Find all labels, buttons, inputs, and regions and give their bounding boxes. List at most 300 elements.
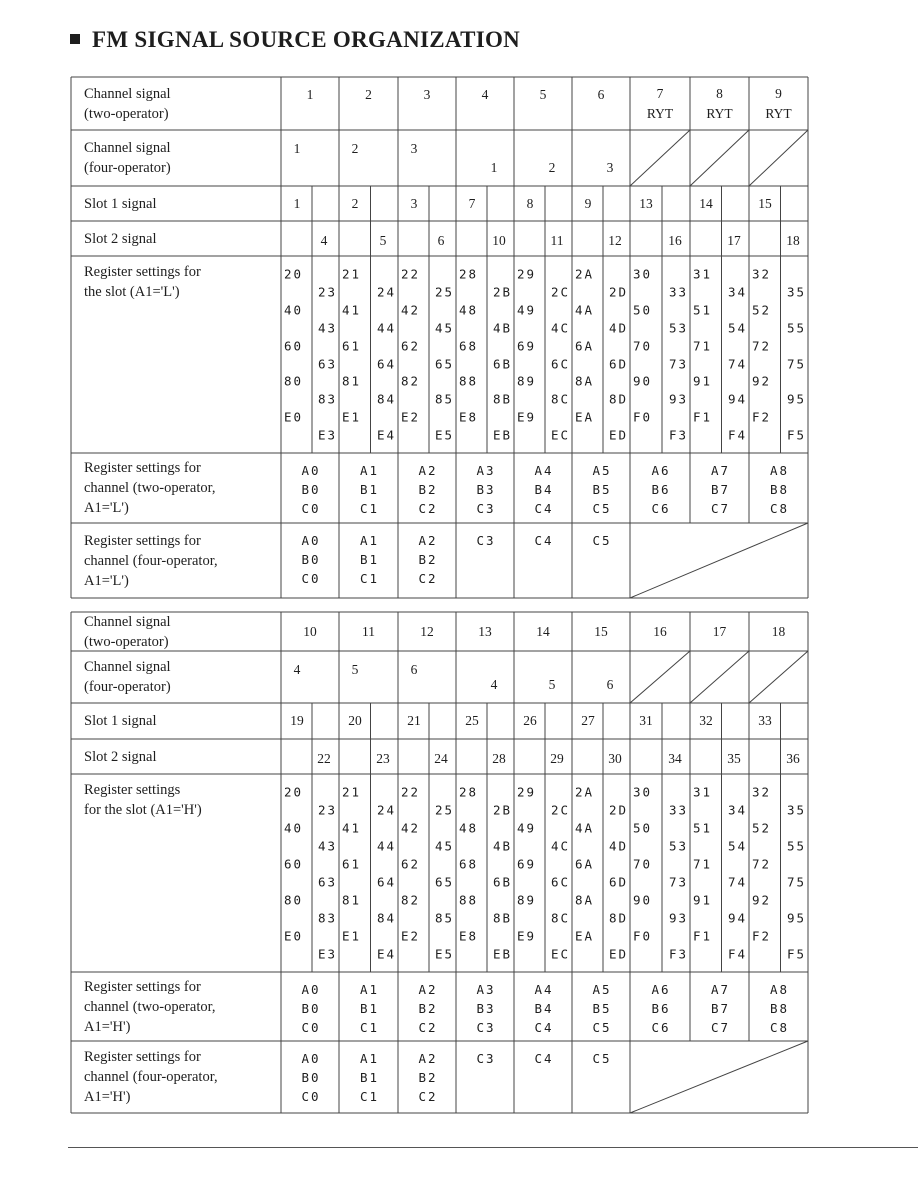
page-title-text: FM SIGNAL SOURCE ORGANIZATION — [92, 27, 521, 52]
table-2-slot-register: E2 — [401, 928, 421, 944]
table-2-slot-register: 4A — [575, 820, 595, 836]
table-2-diagonal — [630, 651, 690, 703]
table-2-channel-register-two — [301, 980, 320, 1037]
channel-register-value: C6 — [651, 501, 671, 516]
table-2-slot-register: 94 — [727, 910, 747, 926]
table-2-slot-register: 44 — [376, 838, 396, 854]
channel-register-value: A2 — [418, 982, 438, 997]
table-1-slot1-1: 1 — [293, 195, 301, 211]
table-1-slot-register: 48 — [459, 302, 479, 318]
table-2-slot-register: F2 — [752, 928, 772, 944]
table-2-channel-register-two — [418, 980, 437, 1037]
table-1-slot-register: E9 — [517, 409, 537, 425]
table-1-diagonal-large — [630, 523, 808, 598]
table-2-slot2-34: 34 — [668, 750, 682, 766]
table-2-slot-register: 8D — [608, 910, 628, 926]
table-2-slot-register: 61 — [342, 856, 362, 872]
table-1-slot-register: 70 — [633, 338, 653, 354]
table-1-slot-register: E0 — [284, 409, 304, 425]
table-1-slot-register: 21 — [342, 266, 362, 282]
table-1-channel-two-5: 5 — [539, 86, 547, 102]
channel-register-value: A2 — [418, 533, 438, 548]
table-1-slot-register: 20 — [284, 266, 304, 282]
table-2-slot-register: 54 — [727, 838, 747, 854]
channel-register-value: C1 — [359, 1089, 380, 1104]
table-1-slot1-7: 7 — [468, 195, 476, 211]
table-2-slot1-26: 26 — [523, 713, 537, 728]
table-2-channel-two-10: 10 — [303, 623, 317, 639]
channel-register-value: B2 — [418, 482, 438, 497]
table-2-slot-register: 2B — [492, 802, 512, 818]
channel-register-value: C8 — [769, 501, 790, 516]
table-2-slot1-31: 31 — [639, 713, 653, 728]
table-1-label-channel-two — [84, 84, 171, 124]
table-2-slot-register: 23 — [317, 802, 337, 818]
table-1-slot-register: 6D — [608, 356, 628, 371]
channel-register-value: B2 — [418, 1070, 438, 1085]
table-1-slot-register: 29 — [517, 266, 537, 282]
channel-register-value: C0 — [301, 1020, 321, 1035]
table-1-channel-four-3: 3 — [410, 141, 418, 156]
channel-register-value: C0 — [301, 501, 321, 516]
table-1-channel-four-1: 1 — [293, 141, 301, 156]
table-2-slot-register: F5 — [786, 946, 806, 962]
channel-register-value: C0 — [301, 571, 321, 586]
table-2-channel-register-four — [418, 1049, 437, 1106]
row-label-line: (four-operator) — [84, 160, 171, 176]
table-2-channel-four-4: 4 — [293, 662, 301, 677]
table-2-slot-register: 48 — [459, 820, 479, 836]
table-2-channel-four-6: 6 — [410, 662, 418, 677]
table-2-channel-two-14: 14 — [536, 623, 550, 639]
table-2-slot-register: 8B — [492, 910, 512, 926]
channel-register-value: A1 — [359, 533, 380, 548]
table-2-slot-register: 35 — [786, 802, 806, 818]
table-1-slot-register: 52 — [752, 302, 772, 318]
table-2-slot-register: F0 — [633, 928, 653, 944]
table-2-slot-register: 29 — [517, 784, 537, 800]
table-2-slot-register: 84 — [376, 910, 396, 926]
row-label-line: channel (four-operator, — [84, 552, 218, 569]
table-2-slot1-19: 19 — [290, 713, 304, 728]
table-1-slot-register: 75 — [786, 356, 806, 371]
table-1-slot-register: 91 — [693, 373, 713, 389]
channel-register-value: C6 — [651, 1020, 671, 1035]
row-label-line: (two-operator) — [84, 105, 169, 122]
table-1-channel-two-1: 1 — [306, 86, 314, 102]
channel-register-value: C0 — [301, 1089, 321, 1104]
table-1-slot-register: 82 — [401, 373, 421, 389]
table-2-channel-register-two — [770, 980, 789, 1037]
channel-register-value: A4 — [534, 982, 554, 997]
channel-register-value: B2 — [418, 552, 438, 567]
table-2-slot-register: 41 — [342, 820, 362, 836]
table-1-slot-register: 4C — [550, 320, 570, 336]
table-2-channel-register-four — [476, 1049, 495, 1068]
table-2-channel-two-16: 16 — [653, 623, 667, 639]
table-1-slot2-4: 4 — [320, 232, 328, 248]
table-1-slot-register: 2D — [608, 284, 628, 300]
row-label-line: A1='H') — [84, 1018, 131, 1035]
table-2-slot-register: 42 — [401, 820, 421, 836]
table-2-slot2-28: 28 — [492, 750, 506, 766]
table-1-channel-register-two — [360, 461, 379, 518]
table-2-slot-register: E0 — [284, 928, 304, 944]
table-2-slot2-24: 24 — [434, 750, 448, 766]
table-1-slot-register: 94 — [727, 391, 747, 407]
table-1-slot1-13: 13 — [639, 195, 653, 211]
table-2-slot1-20: 20 — [348, 713, 362, 728]
table-2-slot-register: 91 — [693, 892, 713, 908]
row-label-line: A1='L') — [84, 500, 129, 516]
channel-register-value: B1 — [359, 1001, 380, 1016]
row-label-line: Register settings for — [84, 978, 201, 995]
table-2-label-channel-two — [84, 612, 171, 652]
table-1-channel-register-two — [476, 461, 495, 518]
channel-register-value: C4 — [534, 533, 554, 548]
table-1-slot2-5: 5 — [379, 232, 387, 248]
table-2-slot-register: 95 — [786, 910, 806, 926]
table-1-slot-register: 71 — [693, 338, 713, 354]
table-1-channel-four-2: 2 — [548, 160, 556, 175]
table-2-slot-register: E4 — [376, 946, 396, 962]
channel-register-value: A7 — [710, 982, 731, 997]
channel-register-value: C8 — [769, 1020, 790, 1035]
table-2-channel-four-4: 4 — [490, 677, 498, 692]
channel-register-value: A8 — [769, 463, 790, 478]
table-2-slot-register: 2D — [608, 802, 628, 818]
table-1-channel-two-2: 2 — [365, 86, 372, 102]
table-1-slot1-9: 9 — [584, 195, 592, 211]
table-1-slot-register: 25 — [434, 284, 454, 300]
channel-register-value: B6 — [651, 1001, 671, 1016]
table-1-label-slot1 — [84, 194, 157, 214]
channel-register-value: B2 — [418, 1001, 438, 1016]
table-2-slot-register: 83 — [317, 910, 337, 926]
table-1-channel-register-two — [592, 461, 611, 518]
table-2-slot-register: 65 — [434, 874, 454, 890]
row-label-line: Slot 1 signal — [84, 195, 157, 212]
table-2-slot-register: 73 — [668, 874, 688, 890]
table-2-slot-register: 88 — [459, 892, 479, 908]
table-1-slot1-3: 3 — [410, 195, 418, 211]
table-1-slot-register: 6B — [492, 356, 512, 371]
row-label-line: Register settings for — [84, 460, 201, 476]
table-2-label-slot2 — [84, 747, 157, 767]
channel-register-value: C5 — [592, 533, 612, 548]
table-2-slot-register: E9 — [517, 928, 537, 944]
table-2-slot-register: 28 — [459, 784, 479, 800]
channel-register-value: C2 — [418, 571, 438, 586]
table-1-slot-register: ED — [608, 427, 628, 443]
table-1-slot-register: 24 — [376, 284, 396, 300]
channel-register-value: A0 — [301, 982, 321, 997]
table-2-channel-two-18: 18 — [771, 623, 786, 639]
table-1-channel-register-two — [534, 461, 553, 518]
table-1-slot-register: 54 — [727, 320, 747, 336]
table-2-slot1-32: 32 — [699, 713, 713, 728]
table-1-diagonal — [690, 130, 749, 186]
table-1-slot-register: 69 — [517, 338, 537, 354]
row-label-line: (four-operator) — [84, 679, 171, 695]
table-2-slot-register: 4B — [492, 838, 512, 854]
table-1-slot-register: 73 — [668, 356, 688, 371]
row-label-line: Slot 2 signal — [84, 230, 157, 247]
table-2-channel-four-6: 6 — [606, 677, 614, 692]
channel-register-value: A1 — [359, 982, 380, 997]
table-1-channel-register-two — [418, 461, 437, 518]
table-1-slot-register: 41 — [342, 302, 362, 318]
table-1-slot1-8: 8 — [526, 195, 534, 211]
table-2-slot-register: 75 — [786, 874, 806, 890]
table-2-slot-register: 25 — [434, 802, 454, 818]
table-2-slot-register: 2A — [575, 784, 595, 800]
table-1-slot-register: 4A — [575, 302, 595, 318]
channel-register-value: A5 — [592, 982, 612, 997]
table-1-channel-two-6: 6 — [597, 86, 605, 102]
table-1-slot1-15: 15 — [758, 195, 772, 211]
row-label-line: Channel signal — [84, 140, 171, 156]
table-2-slot-register: E1 — [342, 928, 362, 944]
table-1-channel-register-four — [418, 531, 437, 588]
channel-register-value: A1 — [359, 1051, 380, 1066]
row-label-line: the slot (A1='L') — [84, 284, 180, 300]
channel-register-value: C3 — [476, 1020, 496, 1035]
table-2-slot-register: 62 — [401, 856, 421, 872]
channel-register-value: C5 — [592, 1020, 612, 1035]
table-2-slot-register: F4 — [727, 946, 747, 962]
table-1-slot-register: 49 — [517, 302, 537, 318]
table-1-slot-register: 89 — [517, 373, 537, 389]
channel-register-value: A8 — [769, 982, 790, 997]
table-2-slot-register: 52 — [752, 820, 772, 836]
channel-register-value: A7 — [710, 463, 731, 478]
table-2-slot2-23: 23 — [376, 750, 390, 766]
table-2-slot-register: 51 — [693, 820, 713, 836]
table-1-slot2-6: 6 — [437, 232, 445, 248]
channel-register-value: A6 — [651, 463, 671, 478]
table-1-channel-rhythm-label: RYT — [765, 106, 792, 121]
table-2-slot2-22: 22 — [317, 750, 331, 766]
table-2-channel-register-two — [534, 980, 553, 1037]
channel-register-value: C1 — [359, 571, 380, 586]
row-label-line: (two-operator) — [84, 633, 169, 650]
table-2-diagonal-large — [630, 1041, 808, 1113]
table-2-diagonal — [690, 651, 749, 703]
table-1-slot-register: 2C — [550, 284, 570, 300]
table-1-channel-register-two — [711, 461, 730, 518]
table-2-slot1-33: 33 — [758, 713, 772, 728]
table-1-slot-register: 35 — [786, 284, 806, 300]
table-2-channel-two-13: 13 — [478, 623, 492, 639]
table-1-slot-register: F4 — [727, 427, 747, 443]
table-2-slot-register: 33 — [668, 802, 688, 818]
table-1-channel-four-3: 3 — [606, 160, 614, 175]
table-1-slot-register: 83 — [317, 391, 337, 407]
table-1-slot-register: 84 — [376, 391, 396, 407]
channel-register-value: C3 — [476, 501, 496, 516]
table-2-slot-register: 6A — [575, 856, 595, 872]
table-2-channel-two-11: 11 — [362, 623, 375, 639]
table-2-channel-register-two — [651, 980, 670, 1037]
channel-register-value: B3 — [476, 1001, 496, 1016]
table-2-slot-register: 6C — [550, 874, 570, 890]
table-1-slot-register: 92 — [752, 373, 772, 389]
table-2-slot-register: EC — [550, 946, 570, 962]
table-2-slot-register: 30 — [633, 784, 653, 800]
table-1-channel-register-two — [651, 461, 670, 518]
table-1-slot-register: 63 — [317, 356, 337, 371]
row-label-line: for the slot (A1='H') — [84, 802, 202, 818]
channel-register-value: B4 — [534, 1001, 554, 1016]
table-1-slot-register: 68 — [459, 338, 479, 354]
table-2-diagonal — [749, 651, 808, 703]
channel-register-value: B5 — [592, 482, 612, 497]
table-1-slot-register: 62 — [401, 338, 421, 354]
table-1-slot-register: 34 — [727, 284, 747, 300]
row-label-line: A1='L') — [84, 572, 129, 589]
table-2-slot-register: 8A — [575, 892, 595, 908]
table-1-slot-register: F0 — [633, 409, 653, 425]
channel-register-value: A4 — [534, 463, 554, 478]
table-1-channel-two-9: 9 — [775, 86, 782, 101]
channel-register-value: C4 — [534, 1020, 554, 1035]
table-1-slot-register: EB — [492, 427, 512, 443]
table-2-slot-register: F3 — [668, 946, 688, 962]
table-1-channel-register-two — [770, 461, 789, 518]
table-1-slot-register: 55 — [786, 320, 806, 336]
table-1-slot-register: 42 — [401, 302, 421, 318]
table-1-channel-two-4: 4 — [481, 86, 489, 102]
table-1-slot2-11: 11 — [550, 232, 564, 248]
table-2-slot1-25: 25 — [465, 713, 479, 728]
table-2-slot-register: 21 — [342, 784, 362, 800]
table-2-slot-register: 2C — [550, 802, 570, 818]
row-label-line: Slot 2 signal — [84, 748, 157, 765]
channel-register-value: B1 — [359, 482, 380, 497]
channel-register-value: C4 — [534, 501, 554, 516]
table-1-slot-register: E8 — [459, 409, 479, 425]
table-2-label-slot1 — [84, 711, 157, 731]
table-1-slot-register: EC — [550, 427, 570, 443]
table-2-slot2-29: 29 — [550, 750, 564, 766]
table-1-slot-register: 40 — [284, 302, 304, 318]
channel-register-value: A0 — [301, 533, 321, 548]
channel-register-value: C7 — [710, 1020, 731, 1035]
table-1-slot-register: EA — [575, 409, 595, 425]
table-2-slot-register: 92 — [752, 892, 772, 908]
table-2-slot-register: 89 — [517, 892, 537, 908]
table-2-label-register-ch-four — [84, 1047, 218, 1107]
bottom-rule — [68, 1147, 918, 1148]
table-1-channel-rhythm-label: RYT — [646, 106, 674, 121]
table-2-channel-four-5: 5 — [548, 677, 556, 692]
table-1-channel-register-four — [476, 531, 495, 550]
table-2-slot-register: 40 — [284, 820, 304, 836]
table-1-slot-register: 50 — [633, 302, 653, 318]
table-1-channel-register-four — [301, 531, 320, 588]
table-1-slot-register: 4D — [608, 320, 628, 336]
table-2-slot-register: 4D — [608, 838, 628, 854]
table-2-slot-register: 49 — [517, 820, 537, 836]
table-1-slot-register: E5 — [434, 427, 454, 443]
table-2-slot-register: 80 — [284, 892, 304, 908]
table-1-channel-four-1: 1 — [490, 160, 498, 175]
table-2-channel-two-17: 17 — [712, 623, 727, 639]
table-2-slot-register: 71 — [693, 856, 713, 872]
table-1-slot-register: 33 — [668, 284, 688, 300]
table-1-slot-register: 23 — [317, 284, 337, 300]
table-2-slot-register: 50 — [633, 820, 653, 836]
table-2-channel-register-four — [534, 1049, 553, 1068]
table-1-slot-register: 30 — [633, 266, 653, 282]
channel-register-value: B8 — [769, 482, 790, 497]
table-2-slot-register: 63 — [317, 874, 337, 890]
table-1-channel-register-two — [301, 461, 320, 518]
channel-register-value: B4 — [534, 482, 554, 497]
table-1-slot2-18: 18 — [786, 232, 800, 248]
channel-register-value: B8 — [769, 1001, 790, 1016]
channel-register-value: B7 — [710, 1001, 731, 1016]
row-label-line: Register settings — [84, 782, 181, 798]
channel-register-value: B1 — [359, 1070, 380, 1085]
table-1-slot-register: 51 — [693, 302, 713, 318]
table-1-slot-register: 2B — [492, 284, 512, 300]
table-2-slot2-36: 36 — [786, 750, 800, 766]
row-label-line: channel (four-operator, — [84, 1069, 218, 1085]
table-2-slot-register: 20 — [284, 784, 304, 800]
channel-register-value: C3 — [476, 533, 496, 548]
table-2-slot-register: 6B — [492, 874, 512, 890]
table-2-slot-register: 22 — [401, 784, 421, 800]
channel-register-value: B3 — [476, 482, 496, 497]
channel-register-value: A2 — [418, 1051, 438, 1066]
table-1-slot-register: 28 — [459, 266, 479, 282]
table-1-channel-two-7: 7 — [656, 86, 664, 101]
table-2-channel-register-four — [592, 1049, 611, 1068]
channel-register-value: B0 — [301, 1070, 321, 1085]
row-label-line: channel (two-operator, — [84, 998, 216, 1015]
table-1-slot-register: 61 — [342, 338, 362, 354]
table-1-slot-register: E2 — [401, 409, 421, 425]
table-1-slot-register: 80 — [284, 373, 304, 389]
table-1-diagonal — [749, 130, 808, 186]
channel-register-value: A0 — [301, 1051, 321, 1066]
table-2-channel-two-12: 12 — [420, 623, 434, 639]
table-1-slot-register: 72 — [752, 338, 772, 354]
table-1-slot-register: 90 — [633, 373, 653, 389]
row-label-line: Register settings for — [84, 264, 201, 280]
table-2-slot-register: 60 — [284, 856, 304, 872]
table-1-slot-register: E4 — [376, 427, 396, 443]
table-1-slot-register: 6C — [550, 356, 570, 371]
table-2-slot-register: 55 — [786, 838, 806, 854]
table-1-slot-register: 8D — [608, 391, 628, 407]
table-2-channel-four-5: 5 — [351, 662, 359, 677]
table-1-diagonal — [630, 130, 690, 186]
table-1-slot2-10: 10 — [492, 232, 506, 248]
table-2-slot-register: 69 — [517, 856, 537, 872]
table-2-slot-register: 53 — [668, 838, 688, 854]
channel-register-value: A5 — [592, 463, 612, 478]
table-1-slot-register: 43 — [317, 320, 337, 336]
channel-register-value: C4 — [534, 1051, 554, 1066]
table-1-slot-register: 45 — [434, 320, 454, 336]
channel-register-value: B5 — [592, 1001, 612, 1016]
table-2-slot-register: E5 — [434, 946, 454, 962]
row-label-line: Channel signal — [84, 85, 171, 102]
channel-register-value: A3 — [476, 463, 496, 478]
